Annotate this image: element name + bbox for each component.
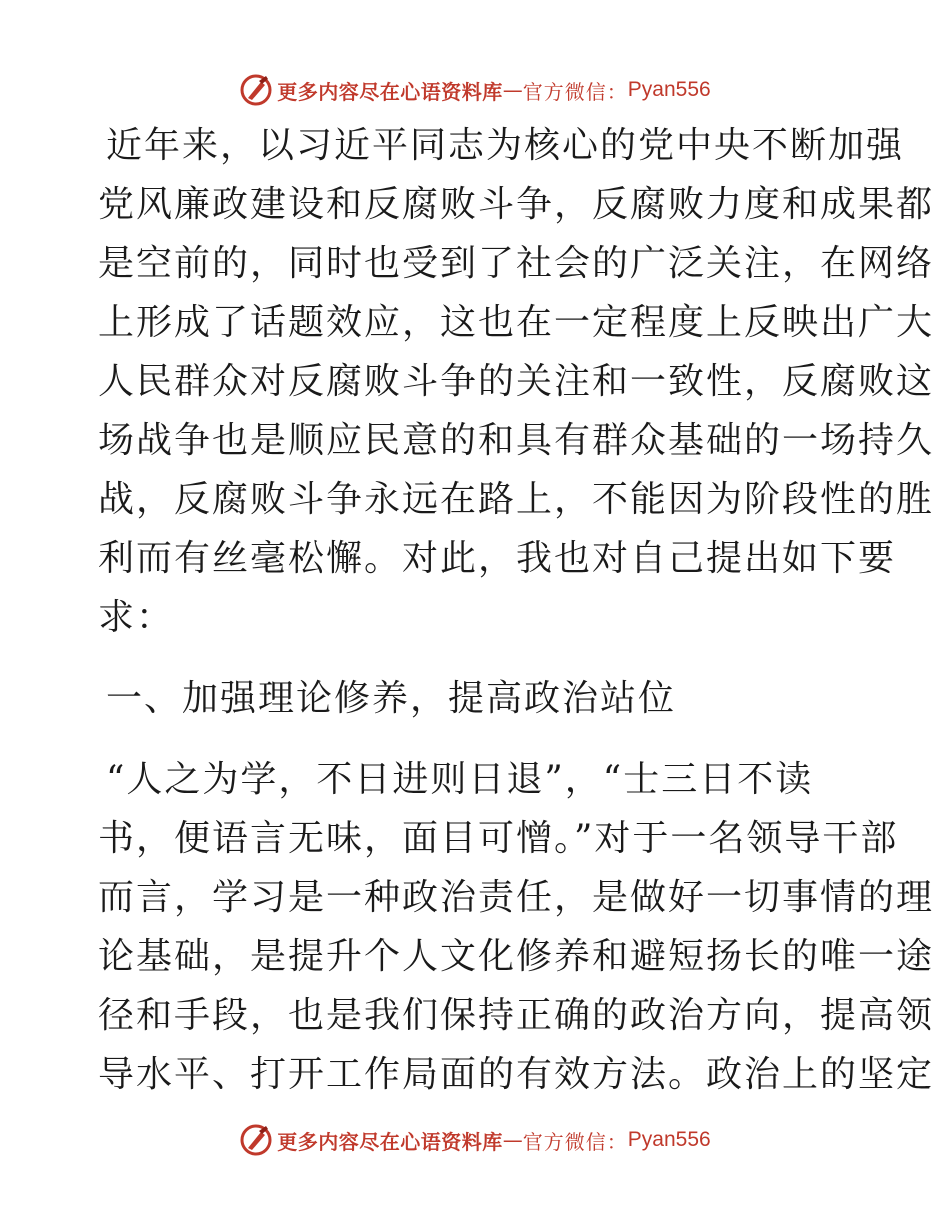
banner-main-text: 更多内容尽在心语资料库 xyxy=(277,1129,503,1154)
text-line: 径和手段，也是我们保持正确的政治方向，提高领 xyxy=(98,995,935,1036)
banner-wechat-label: 官方微信： xyxy=(522,79,628,104)
banner-main-text: 更多内容尽在心语资料库 xyxy=(277,79,503,104)
text-line: 党风廉政建设和反腐败斗争，反腐败力度和成果都 xyxy=(98,184,935,225)
banner-separator: — xyxy=(502,78,523,102)
text-line: 求： xyxy=(98,597,175,638)
heading-line: 一、加强理论修养，提高政治站位 xyxy=(106,678,677,719)
text-line: 是空前的，同时也受到了社会的广泛关注，在网络 xyxy=(98,243,935,284)
text-line: 人民群众对反腐败斗争的关注和一致性，反腐败这 xyxy=(98,361,935,402)
text-line: 书，便语言无味，面目可憎。”对于一名领导干部 xyxy=(98,818,899,859)
brush-logo-icon xyxy=(239,73,273,107)
banner-wechat-label: 官方微信： xyxy=(522,1129,628,1154)
banner-wechat-id: Pyan556 xyxy=(627,1128,711,1151)
text-line: 而言，学习是一种政治责任，是做好一切事情的理 xyxy=(98,877,935,918)
section-heading xyxy=(98,669,858,728)
footer-banner xyxy=(0,1120,950,1160)
paragraph-study xyxy=(98,750,935,1104)
text-line: 上形成了话题效应，这也在一定程度上反映出广大 xyxy=(98,302,935,343)
header-banner xyxy=(0,70,950,110)
brush-logo-icon xyxy=(239,1123,273,1157)
text-line: 场战争也是顺应民意的和具有群众基础的一场持久 xyxy=(98,420,935,461)
banner-wechat-id: Pyan556 xyxy=(627,78,711,101)
text-line: 论基础，是提升个人文化修养和避短扬长的唯一途 xyxy=(98,936,935,977)
banner-separator: — xyxy=(502,1128,523,1152)
text-line: “人之为学，不日进则日退”，“士三日不读 xyxy=(106,759,814,800)
text-line: 近年来，以习近平同志为核心的党中央不断加强 xyxy=(106,125,905,166)
document-body xyxy=(98,116,935,1104)
text-line: 利而有丝毫松懈。对此，我也对自己提出如下要 xyxy=(98,538,897,579)
text-line: 战，反腐败斗争永远在路上，不能因为阶段性的胜 xyxy=(98,479,935,520)
text-line: 导水平、打开工作局面的有效方法。政治上的坚定 xyxy=(98,1054,935,1095)
paragraph-intro xyxy=(98,116,935,647)
